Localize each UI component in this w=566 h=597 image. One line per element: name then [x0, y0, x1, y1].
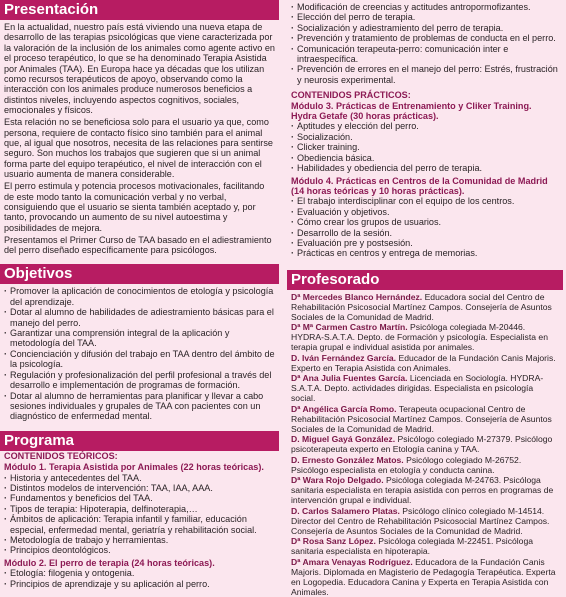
faculty-name: Dª Mercedes Blanco Hernández. [291, 291, 423, 302]
faculty-member [291, 292, 559, 322]
section-title-profesorado: Profesorado [287, 270, 563, 290]
faculty-member [291, 373, 559, 403]
section-title-objetivos: Objetivos [0, 264, 279, 284]
objetivos-body [0, 284, 279, 421]
list-item: · Evaluación pre y postsesión. [291, 238, 559, 248]
faculty-desc: Educador de la Fundación Canis Majoris. Experto en Terapia Asistida con Animales. [291, 352, 556, 373]
faculty-desc: Educadora de la Fundación Canis Majoris. Diplomada en Magisterio de Pedagogía Terapéutica. Experta en Logopedia. Educadora Canina y Experta en Terapia Asistida con Animales. [291, 556, 556, 597]
list-item: · Historia y antecedentes del TAA. [4, 473, 275, 483]
module-1-list [4, 473, 275, 556]
faculty-member [291, 475, 559, 505]
faculty-member [291, 434, 559, 454]
faculty-name: D. Ernesto González Matos. [291, 454, 404, 465]
presentacion-paragraph: En la actualidad, nuestro país está viviendo una nueva etapa de desarrollo de las terapias psicológicas que viene caracterizada por la valoración de la inclusión de los animales como agente activo en el proceso terapéutico, lo que se ha denominado Terapia Asistida por Animales (TAA). En Europa hace ya décadas que los utilizan como recursos terapéuticos de apoyo, observando como la interacción con los animales produce numerosos beneficios a distintos niveles, incluyendo aspectos cognitivos, sociales, emocionales y físicos. [4, 22, 275, 116]
list-item: · Metodología de trabajo y herramientas. [4, 535, 275, 545]
module-2-list-right [291, 2, 559, 85]
list-item: · Concienciación y difusión del trabajo en TAA dentro del ámbito de la psicología. [4, 349, 275, 370]
module-3-title: Módulo 3. Prácticas de Entrenamiento y Cliker Training. Hydra Getafe (30 horas prácticas). [291, 100, 532, 122]
list-item: · Prevención de errores en el manejo del perro: Estrés, frustración y neurosis experimental. [291, 64, 559, 85]
faculty-member [291, 536, 559, 556]
faculty-name: Dª Mª Carmen Castro Martín. [291, 322, 408, 333]
faculty-member [291, 404, 559, 434]
presentacion-paragraph: Esta relación no se beneficiosa solo para el usuario ya que, como persona, requiere de contacto físico sino también para el animal que, al igual que nosotros, necesita de las relaciones para sentirse seguro. Son muchos los trabajos que sugieren que si un animal forma parte del equipo terapéutico, el nivel de interacción con el usuario aumenta de manera considerable. [4, 117, 273, 180]
module-2-list-left [4, 568, 275, 589]
objetivos-list [4, 286, 275, 421]
presentacion-body [0, 20, 279, 255]
faculty-name: D. Carlos Salamero Platas. [291, 505, 400, 516]
list-item: · Regulación y profesionalización del perfil profesional a través del desarrollo e implementación de programas de formación. [4, 370, 275, 391]
faculty-desc: Psicóloga colegiada M-22451. Psicóloga sanitaria especialista en hipoterapia. [291, 536, 534, 557]
list-item: · Garantizar una comprensión integral de la aplicación y metodología del TAA. [4, 328, 275, 349]
faculty-name: Dª Ana Julia Fuentes García. [291, 373, 408, 384]
faculty-name: Dª Amara Venayas Rodríguez. [291, 556, 413, 567]
faculty-name: D. Iván Fernández García. [291, 352, 397, 363]
list-item: · Habilidades y obediencia del perro de terapia. [291, 163, 559, 173]
faculty-desc: Terapeuta ocupacional Centro de Rehabilitación Psicosocial Martínez Campos. Consejería de Asuntos Sociales de la Comunidad de Madrid. [291, 403, 552, 434]
programa-body-right [287, 0, 563, 259]
section-title-programa: Programa [0, 431, 279, 451]
list-item: · Socialización y adiestramiento del perro de terapia. [291, 23, 559, 33]
faculty-desc: Psicóloga colegiada M-24763. Psicóloga sanitaria especialista en terapia asistida con perros en programas de intervención grupal e individual. [291, 475, 554, 506]
faculty-desc: Psicóloga colegiada M-20446. HYDRA-S.A.T.A. Depto. de Formación y psicología. Especialista en terapia grupal e individual asistida por animales. [291, 322, 548, 353]
programa-body-left [0, 451, 279, 589]
list-item: · Cómo crear los grupos de usuarios. [291, 217, 559, 227]
faculty-member [291, 353, 559, 373]
section-title-presentacion: Presentación [0, 0, 279, 20]
list-item: · Tipos de terapia: Hipoterapia, delfinoterapia,… [4, 504, 275, 514]
faculty-member [291, 455, 559, 475]
module-4-title: Módulo 4. Prácticas en Centros de la Comunidad de Madrid (14 horas teóricas y 10 horas prácticas). [291, 175, 548, 196]
faculty-name: Dª Rosa Sanz López. [291, 536, 376, 547]
faculty-name: Dª Angélica García Romo. [291, 403, 397, 414]
list-item: · Modificación de creencias y actitudes antropormofizantes. [291, 2, 559, 12]
module-4-list [291, 196, 559, 258]
right-column [287, 0, 563, 597]
profesorado-body [287, 290, 563, 597]
list-item: · Principios de aprendizaje y su aplicación al perro. [4, 579, 275, 589]
list-item: · Dotar al alumno de habilidades de adiestramiento básicas para el manejo del perro. [4, 307, 275, 328]
practice-heading: CONTENIDOS PRÁCTICOS: [291, 90, 411, 101]
list-item: · Obediencia básica. [291, 153, 559, 163]
list-item: · Prevención y tratamiento de problemas de conducta en el perro. [291, 33, 559, 43]
faculty-name: Dª Wara Rojo Delgado. [291, 475, 384, 486]
list-item: · Aptitudes y elección del perro. [291, 121, 559, 131]
list-item: · Ámbitos de aplicación: Terapia infantil y familiar, educación especial, enfermedad mental, geriatría y rehabilitación social. [4, 514, 275, 535]
list-item: · Prácticas en centros y entrega de memorias. [291, 248, 559, 258]
list-item: · Socialización. [291, 132, 559, 142]
presentacion-paragraph: El perro estimula y potencia procesos motivacionales, facilitando de este modo tanto la comunicación verbal y no verbal, consiguiendo que el usuario se sienta también aceptado y, por tanto, provocando un aumento de su nivel autoestima y posibilidades de mejora. [4, 181, 265, 233]
faculty-desc: Licenciada en Sociología. HYDRA-S.A.T.A. Depto. actividades dirigidas. Especialista en psicología social. [291, 373, 544, 404]
list-item: · Evaluación y objetivos. [291, 207, 559, 217]
list-item: · Dotar al alumno de herramientas para planificar y llevar a cabo sesiones individuales y grupales de TAA con pacientes con un diagnóstico de enfermedad mental. [4, 391, 275, 422]
list-item: · Clicker training. [291, 142, 559, 152]
faculty-desc: Psicólogo clínico colegiado M-14514. Director del Centro de Rehabilitación Psicosocial Martínez Campos. Consejería de Asuntos Sociales de la Comunidad de Madrid. [291, 505, 550, 536]
faculty-desc: Psicólogo colegiado M-26752. Psicólogo especialista en etología y conducta canina. [291, 454, 522, 475]
list-item: · Distintos modelos de intervención: TAA, IAA, AAA. [4, 483, 275, 493]
list-item: · Promover la aplicación de conocimientos de etología y psicología del aprendizaje. [4, 286, 275, 307]
list-item: · Etología: filogenia y ontogenia. [4, 568, 275, 578]
theory-heading: CONTENIDOS TEÓRICOS: [4, 450, 118, 461]
list-item: · Fundamentos y beneficios del TAA. [4, 493, 275, 503]
faculty-name: D. Miguel Gayá González. [291, 434, 396, 445]
left-column [0, 0, 279, 589]
faculty-member [291, 322, 559, 352]
faculty-member [291, 506, 559, 536]
list-item: · Principios deontológicos. [4, 545, 275, 555]
module-3-list [291, 121, 559, 173]
list-item: · Comunicación terapeuta-perro: comunicación inter e intraespecífica. [291, 44, 559, 65]
presentacion-paragraph: Presentamos el Primer Curso de TAA basado en el adiestramiento del perro diseñado específicamente para psicólogos. [4, 234, 272, 256]
faculty-desc: Psicólogo colegiado M-27379. Psicólogo psicoterapeuta experto en Etología canina y TAA. [291, 434, 553, 455]
module-2-title: Módulo 2. El perro de terapia (24 horas teóricas). [4, 557, 215, 568]
faculty-member [291, 557, 559, 597]
faculty-desc: Educadora social del Centro de Rehabilitación Psicosocial Martínez Campos. Consejería de Asuntos Sociales de la Comunidad de Madrid. [291, 291, 552, 322]
module-1-title: Módulo 1. Terapia Asistida por Animales (22 horas teóricas). [4, 462, 264, 473]
list-item: · El trabajo interdisciplinar con el equipo de los centros. [291, 196, 559, 206]
list-item: · Elección del perro de terapia. [291, 12, 559, 22]
list-item: · Desarrollo de la sesión. [291, 228, 559, 238]
